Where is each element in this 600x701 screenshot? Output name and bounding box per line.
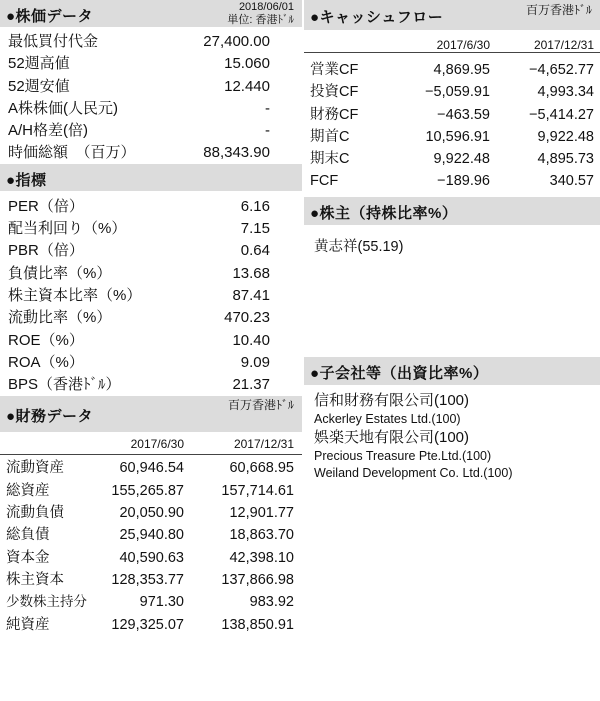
cashflow-value-1: −5,059.91 [425, 84, 490, 101]
financial-label: 資本金 [6, 549, 50, 566]
financial-row [0, 614, 302, 636]
financial-value-1: 155,265.87 [111, 482, 184, 499]
cashflow-value-2: −5,414.27 [529, 106, 594, 123]
stock-value: 27,400.00 [203, 33, 270, 50]
financial-label: 純資産 [6, 616, 50, 633]
stock-value: ‐ [265, 99, 270, 117]
cashflow-value-2: −4,652.77 [529, 62, 594, 78]
stock-row [0, 120, 302, 142]
cashflow-title: ●キャッシュフロー [310, 9, 444, 26]
indicator-value: 7.15 [240, 220, 270, 238]
financial-row [0, 569, 302, 591]
financial-value-1: 128,353.77 [111, 571, 184, 588]
indicator-row [0, 285, 302, 307]
shareholders-title: ●株主（持株比率%） [310, 204, 458, 222]
indicator-label: 株主資本比率（%） [8, 286, 142, 304]
indicator-row [0, 263, 302, 285]
financial-table [0, 455, 302, 635]
cashflow-value-1: −189.96 [437, 173, 490, 190]
cashflow-row [304, 170, 600, 192]
indicator-value: 13.68 [232, 264, 270, 282]
indicator-value: 9.09 [240, 353, 270, 371]
financial-unit: 百万香港ﾄﾞﾙ [227, 398, 294, 413]
indicator-label: 負債比率（%） [8, 264, 112, 282]
indicator-value: 21.37 [232, 376, 270, 394]
shareholders-list [304, 225, 600, 357]
subsidiaries-header [304, 357, 600, 385]
financial-value-2: 983.92 [249, 594, 294, 611]
stock-label: 52週安値 [8, 77, 70, 95]
subsidiaries-list [304, 385, 600, 482]
financial-label: 総負債 [6, 527, 50, 544]
financial-label: 少数株主持分 [6, 594, 87, 610]
indicator-value: 0.64 [240, 242, 270, 260]
indicator-row [0, 374, 302, 396]
financial-col1: 2017/6/30 [130, 437, 184, 452]
stock-label: 52週高値 [8, 55, 70, 73]
cashflow-value-1: 4,869.95 [433, 62, 490, 78]
cashflow-row [304, 126, 600, 148]
indicator-row [0, 307, 302, 329]
financial-value-1: 129,325.07 [111, 616, 184, 633]
indicator-label: PER（倍） [8, 197, 84, 215]
stock-data-date: 2018/06/01 [238, 1, 294, 13]
cashflow-label: 営業CF [310, 62, 359, 78]
cashflow-row [304, 104, 600, 126]
subsidiary-item: 娯楽天地有限公司(100) [314, 428, 470, 446]
indicator-label: BPS（香港ﾄﾞﾙ） [8, 376, 121, 394]
stock-row [0, 31, 302, 53]
cashflow-label: 期末C [310, 151, 350, 168]
indicator-row [0, 352, 302, 374]
financial-row [0, 524, 302, 546]
subsidiary-item: Precious Treasure Pte.Ltd.(100) [314, 448, 492, 463]
cashflow-value-2: 340.57 [549, 173, 594, 190]
financial-value-2: 60,668.95 [229, 460, 294, 477]
cashflow-label: FCF [310, 173, 339, 190]
indicator-value: 87.41 [232, 286, 270, 304]
indicator-row [0, 196, 302, 218]
indicator-value: 6.16 [240, 197, 270, 215]
stock-data-unit: 単位: 香港ﾄﾞﾙ [227, 14, 294, 26]
shareholders-header [304, 197, 600, 225]
financial-label: 流動負債 [6, 505, 64, 522]
cashflow-col1: 2017/6/30 [436, 38, 490, 52]
indicator-row [0, 330, 302, 352]
indicator-label: PBR（倍） [8, 242, 84, 260]
indicator-label: ROA（%） [8, 353, 84, 371]
stock-label: A/H格差(倍) [8, 122, 88, 140]
financial-value-2: 157,714.61 [221, 482, 294, 499]
shareholder-item: 黄志祥(55.19) [314, 238, 404, 255]
stock-data-title: ●株価データ [6, 8, 94, 25]
stock-data-header [0, 0, 302, 27]
indicator-value: 470.23 [224, 309, 270, 327]
cashflow-value-1: −463.59 [437, 106, 490, 123]
cashflow-value-2: 4,895.73 [537, 151, 594, 168]
stock-data-table [0, 27, 302, 165]
financial-value-1: 40,590.63 [119, 549, 184, 566]
stock-label: 時価総額 （百万） [8, 144, 136, 162]
financial-value-1: 20,050.90 [119, 505, 184, 522]
indicator-label: 流動比率（%） [8, 309, 112, 327]
cashflow-column-header [304, 30, 600, 53]
financial-value-1: 971.30 [139, 594, 184, 611]
stock-value: 88,343.90 [203, 144, 270, 162]
cashflow-col2: 2017/12/31 [533, 38, 594, 52]
cashflow-value-2: 9,922.48 [537, 128, 594, 145]
financial-value-2: 137,866.98 [221, 571, 294, 588]
indicator-row [0, 218, 302, 240]
cashflow-unit: 百万香港ﾄﾞﾙ [525, 3, 592, 17]
indicators-title: ●指標 [6, 171, 47, 189]
subsidiary-item: Weiland Development Co. Ltd.(100) [314, 465, 513, 480]
financial-value-2: 42,398.10 [229, 549, 294, 566]
stock-row [0, 142, 302, 164]
right-column [304, 0, 600, 482]
cashflow-label: 投資CF [310, 84, 359, 101]
stock-row [0, 76, 302, 98]
financial-row [0, 547, 302, 569]
subsidiary-item: 信和財務有限公司(100) [314, 391, 470, 409]
financial-header [0, 396, 302, 432]
indicators-header [0, 164, 302, 191]
indicator-label: 配当利回り（%） [8, 220, 127, 238]
financial-value-1: 60,946.54 [119, 460, 184, 477]
cashflow-row [304, 81, 600, 103]
financial-label: 株主資本 [6, 571, 64, 588]
indicator-label: ROE（%） [8, 331, 84, 349]
stock-label: A株株価(人民元) [8, 99, 118, 117]
financial-label: 流動資産 [6, 460, 64, 477]
stock-value: 12.440 [224, 77, 270, 95]
cashflow-label: 期首C [310, 128, 350, 145]
cashflow-row [304, 148, 600, 170]
financial-title: ●財務データ [6, 408, 94, 426]
indicator-value: 10.40 [232, 331, 270, 349]
financial-value-2: 18,863.70 [229, 527, 294, 544]
subsidiaries-title: ●子会社等（出資比率%） [310, 364, 489, 382]
cashflow-label: 財務CF [310, 106, 359, 123]
indicator-row [0, 240, 302, 262]
stock-row [0, 53, 302, 75]
financial-value-2: 138,850.91 [221, 616, 294, 633]
financial-row [0, 502, 302, 524]
cashflow-row [304, 59, 600, 81]
financial-row [0, 457, 302, 479]
cashflow-value-1: 9,922.48 [433, 151, 490, 168]
financial-row [0, 480, 302, 502]
cashflow-value-2: 4,993.34 [537, 84, 594, 101]
financial-value-2: 12,901.77 [229, 505, 294, 522]
cashflow-table [304, 53, 600, 193]
indicators-table [0, 191, 302, 397]
financial-row [0, 591, 302, 613]
cashflow-header [304, 0, 600, 30]
stock-value: ‐ [265, 122, 270, 140]
stock-value: 15.060 [224, 55, 270, 73]
stock-label: 最低買付代金 [8, 33, 99, 50]
stock-row [0, 98, 302, 120]
subsidiary-item: Ackerley Estates Ltd.(100) [314, 411, 461, 426]
financial-value-1: 25,940.80 [119, 527, 184, 544]
cashflow-value-1: 10,596.91 [425, 128, 490, 145]
financial-column-header [0, 432, 302, 455]
financial-col2: 2017/12/31 [233, 437, 294, 452]
financial-label: 総資産 [6, 482, 50, 499]
left-column [0, 0, 302, 636]
